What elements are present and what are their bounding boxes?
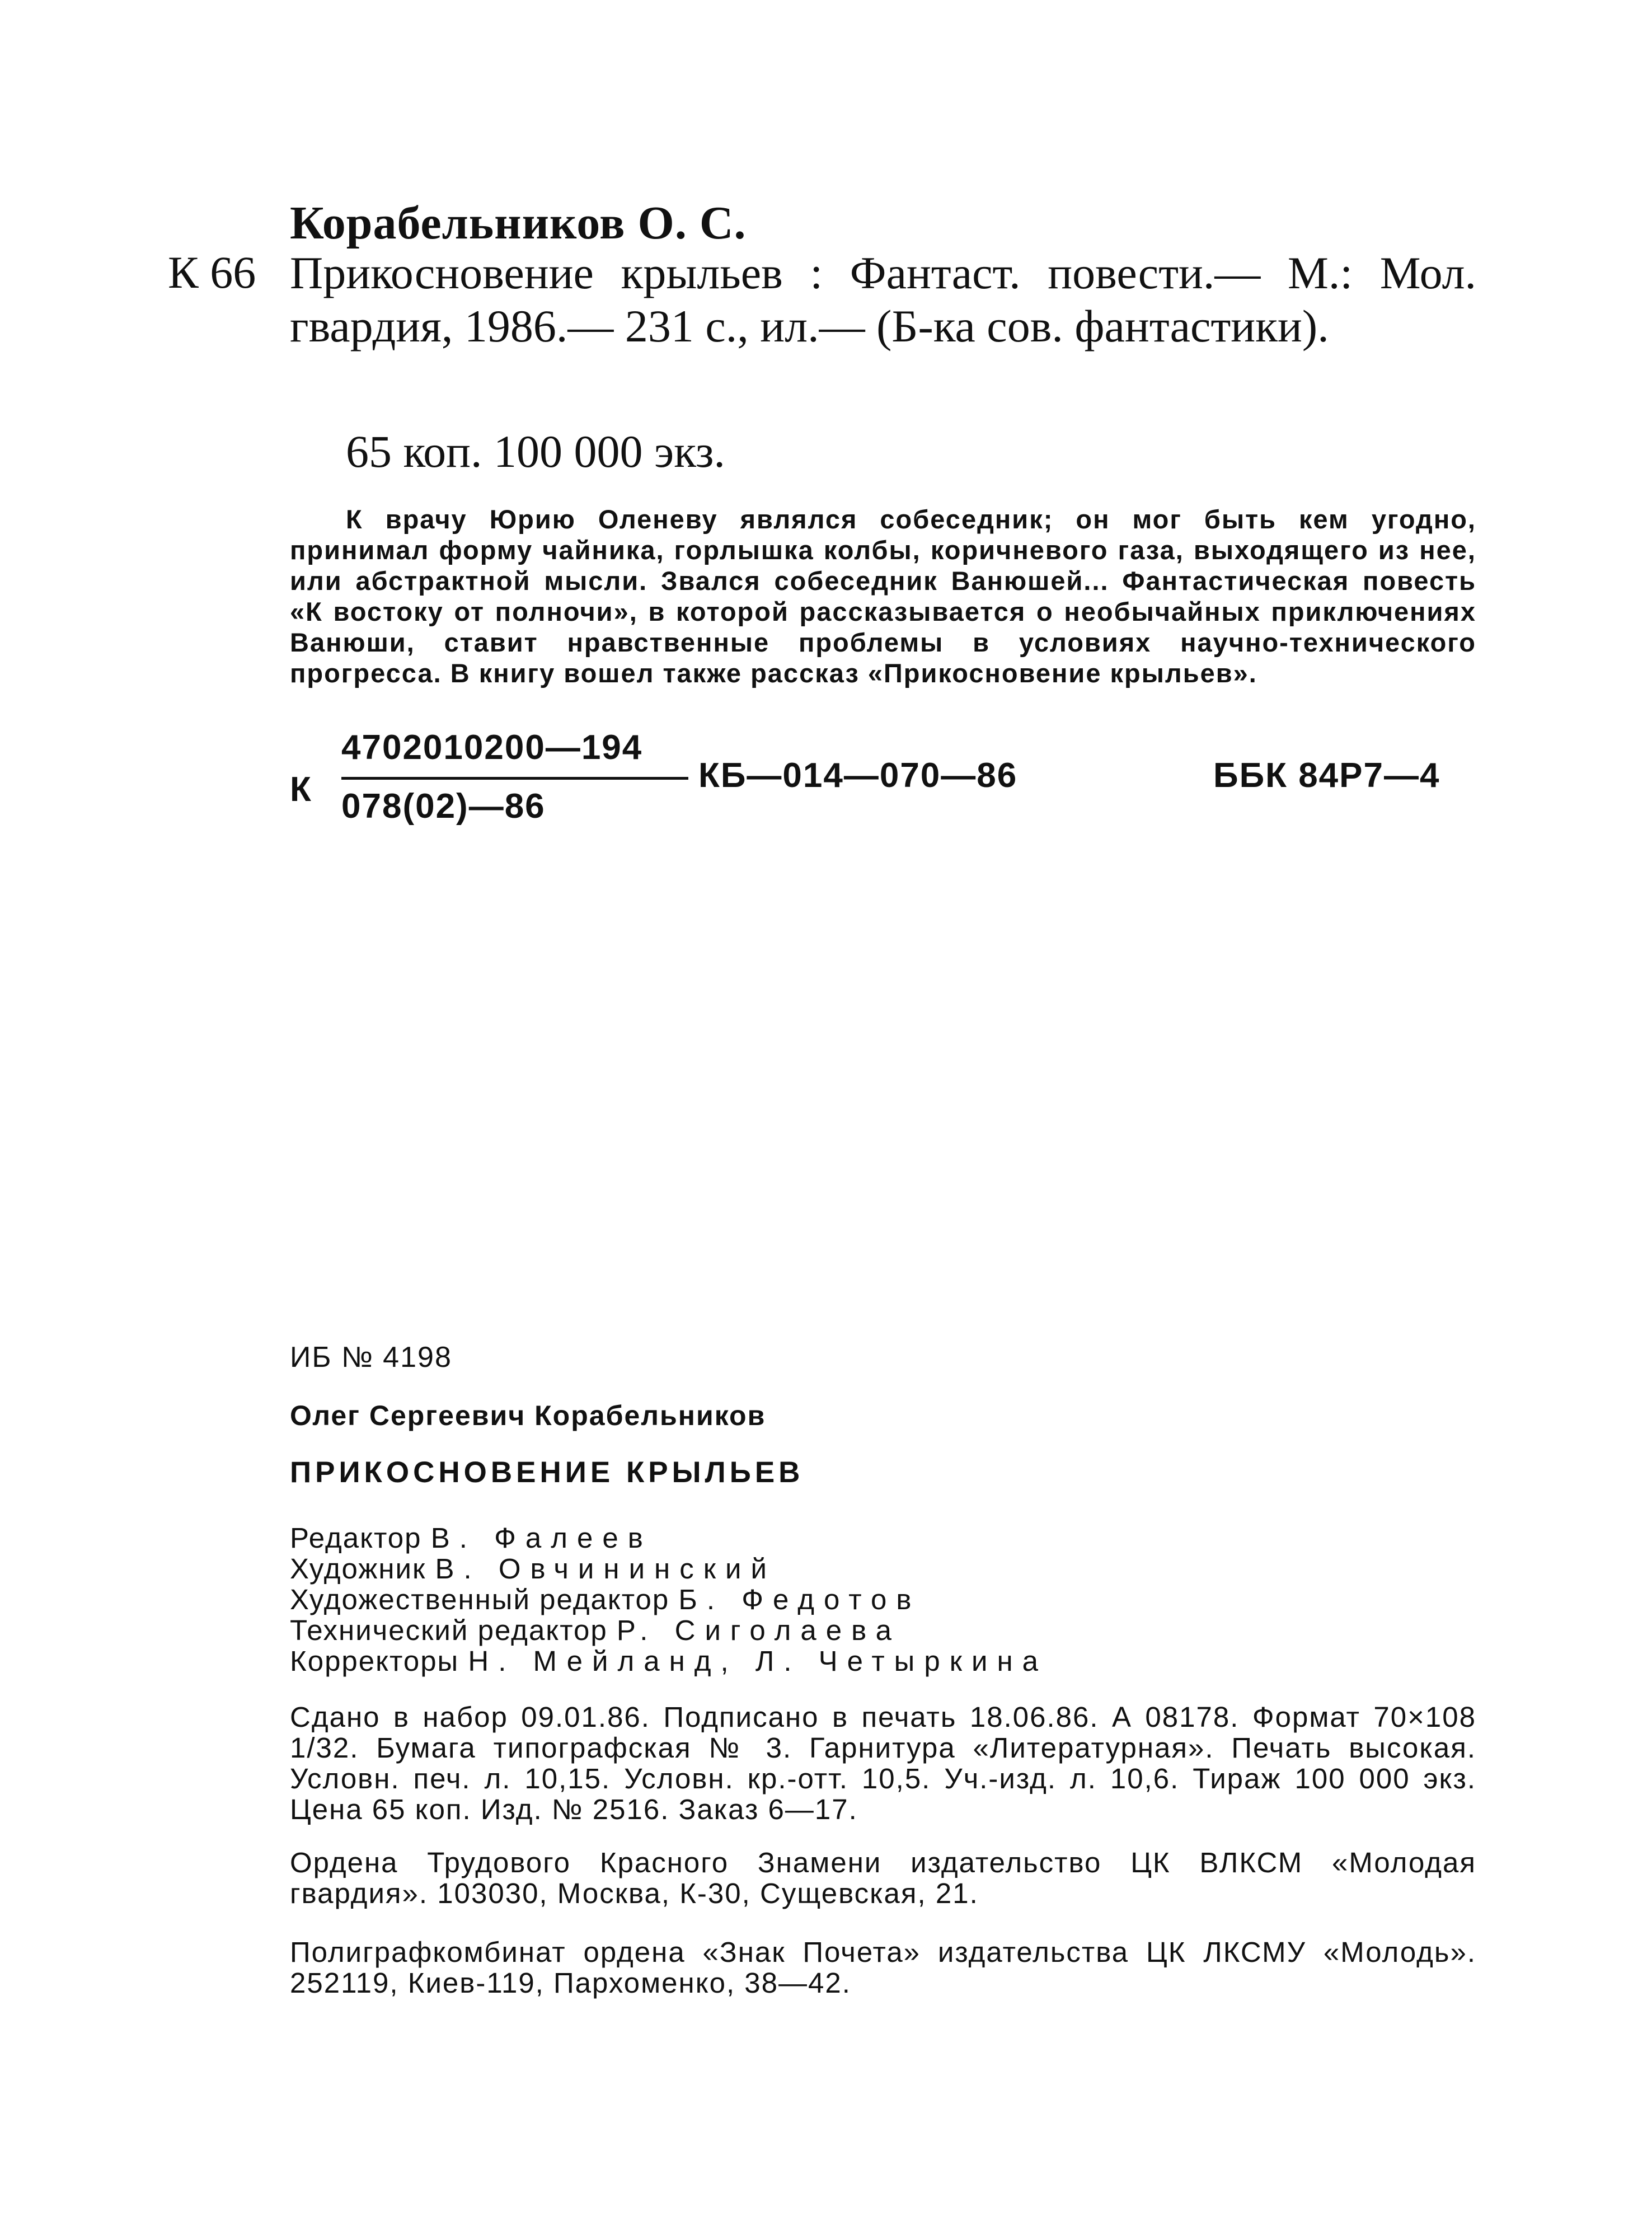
credit-name: Б. Федотов (678, 1583, 921, 1615)
card-price-print-run: 65 коп. 100 000 экз. (346, 426, 725, 477)
card-bibliographic-description: Прикосновение крыльев : Фантаст. повести.— М.: Мол. гвардия, 1986.— 231 с., ил.— (Б-ка сов. фантастики). (290, 247, 1476, 352)
credit-role: Редактор (290, 1522, 422, 1554)
card-annotation (290, 504, 1476, 688)
credit-row-art-editor (290, 1584, 1048, 1615)
credit-name: В. Овчининский (435, 1553, 777, 1585)
credit-role: Корректоры (290, 1645, 459, 1677)
credit-role: Художник (290, 1553, 426, 1585)
credit-name: Р. Сиголаева (616, 1614, 902, 1646)
classification-fraction-line (341, 777, 688, 780)
credit-row-tech-editor (290, 1615, 1048, 1646)
credit-row-editor (290, 1522, 1048, 1553)
card-cutter-code: К 66 (168, 247, 256, 298)
credit-row-proofreaders (290, 1646, 1048, 1676)
technical-details: Сдано в набор 09.01.86. Подписано в печать 18.06.86. А 08178. Формат 70×108 1/32. Бумага типографская № 3. Гарнитура «Литературная». Печать высокая. Условн. печ. л. 10,15. Условн. кр.-отт. 10,5. Уч.-изд. л. 10,6. Тираж 100 000 экз. Цена 65 коп. Изд. № 2516. Заказ 6—17. (290, 1701, 1476, 1825)
annotation-text: К врачу Юрию Оленеву являлся собеседник; он мог быть кем угодно, принимал форму чайника, горлышка колбы, коричневого газа, выходящего из нее, или абстрактной мысли. Звался собеседник Ванюшей... Фантастическая повесть «К востоку от полночи», в которой рассказывается о необычайных приключениях Ванюши, ставит нравственные проблемы в условиях научно-технического прогресса. В книгу вошел также рассказ «Прикосновение крыльев». (290, 504, 1476, 688)
printer-info: Полиграфкомбинат ордена «Знак Почета» издательства ЦК ЛКСМУ «Молодь». 252119, Киев-119, Пархоменко, 38—42. (290, 1936, 1476, 1999)
credit-name: Н. Мейланд, Л. Четыркина (468, 1645, 1048, 1677)
classification-numerator: 4702010200—194 (341, 728, 643, 767)
imprint-book-title: ПРИКОСНОВЕНИЕ КРЫЛЬЕВ (290, 1456, 804, 1489)
credit-row-artist (290, 1553, 1048, 1584)
classification-denominator: 078(02)—86 (341, 787, 546, 826)
ib-number: ИБ № 4198 (290, 1341, 452, 1374)
credit-role: Технический редактор (290, 1614, 608, 1646)
credits-list (290, 1522, 1048, 1676)
publisher-info: Ордена Трудового Красного Знамени издательство ЦК ВЛКСМ «Молодая гвардия». 103030, Москва, К-30, Сущевская, 21. (290, 1847, 1476, 1909)
credit-name: В. Фалеев (430, 1522, 653, 1554)
bbk-code: ББК 84Р7—4 (1213, 756, 1440, 795)
card-author: Корабельников О. С. (290, 197, 747, 249)
credit-role: Художественный редактор (290, 1583, 670, 1615)
classification-letter: К (290, 770, 311, 809)
imprint-author: Олег Сергеевич Корабельников (290, 1400, 766, 1431)
kb-code: КБ—014—070—86 (698, 756, 1018, 795)
